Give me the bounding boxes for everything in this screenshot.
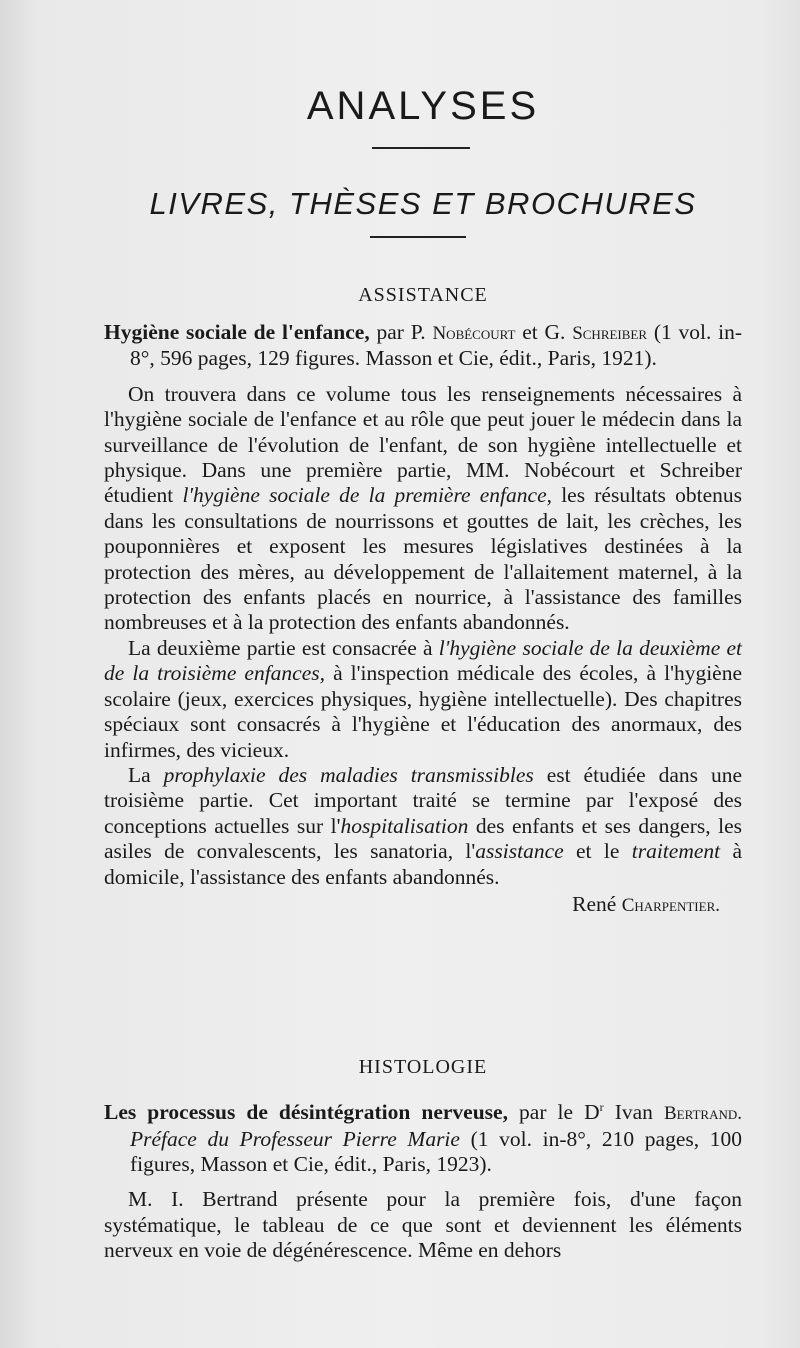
- author-first-name: Ivan: [603, 1100, 664, 1125]
- title-rule: [372, 147, 470, 149]
- signature-last-name: Charpentier.: [621, 894, 720, 916]
- italic-run: traitement: [631, 839, 721, 864]
- text-run: à l'inspection médicale des écoles, à l'hygiène scolaire (jeux, exercices physiques, hygiène intellectuelle). Des chapitres spéciaux sont consacrés à l'hygiène et l'éducation des anormaux, des infirmes, des vicieux.: [104, 661, 742, 762]
- italic-run: prophylaxie des maladies transmissibles: [163, 762, 534, 787]
- text-run: des enfants et ses dangers, les asiles de convalescents, les sanatoria, l': [104, 813, 742, 864]
- section-assistance-body: [104, 320, 742, 918]
- italic-run: assistance: [475, 839, 564, 864]
- section-heading-histologie: HISTOLOGIE: [358, 1056, 488, 1078]
- author-name: Nobécourt: [432, 323, 516, 344]
- book-details: (1 vol. in-8°, 210 pages, 100 figures, Masson et Cie, édit., Paris, 1923).: [130, 1126, 742, 1176]
- italic-run: l'hygiène sociale de la deuxième et de la troisième enfances,: [104, 635, 743, 686]
- text-run: On trouvera dans ce volume tous les renseignements nécessaires à l'hygiène sociale de l'enfance et au rôle que peut jouer le médecin dans la surveillance de l'évolution de l'enfant, de son hygiène intellectuelle et physique. Dans une première partie, MM. Nobécourt et Schreiber étudient: [104, 381, 742, 508]
- section-histologie-body: [104, 1095, 742, 1264]
- book-title: Hygiène sociale de l'enfance,: [104, 320, 370, 344]
- subtitle-rule: [370, 236, 466, 238]
- text-run: les résultats obtenus dans les consultations de nourrissons et gouttes de lait, les crèches, les pouponnières et exposent les mesures législatives destinées à la protection des mères, au développement de l'allaitement maternel, à la protection des enfants placés en nourrice, à l'assistance des familles nombreuses et à la protection des enfants abandonnés.: [104, 483, 742, 635]
- signature-first-name: René: [572, 891, 622, 916]
- text-run: La: [128, 762, 164, 787]
- author-name: Schreiber: [572, 323, 648, 344]
- italic-run: hospitalisation: [340, 813, 469, 838]
- text-run: à domicile, l'assistance des enfants abandonnés.: [104, 839, 742, 889]
- entry-and: et G.: [515, 320, 573, 344]
- paragraph: [104, 763, 742, 890]
- italic-run: l'hygiène sociale de la première enfance,: [182, 483, 552, 508]
- page-title: ANALYSES: [306, 84, 540, 128]
- entry-by: par le D: [507, 1100, 600, 1125]
- text-run: est étudiée dans une troisième partie. Cet important traité se termine par l'exposé des conceptions actuelles sur l': [104, 762, 742, 838]
- review-signature: [104, 892, 720, 918]
- book-title: Les processus de désintégration nerveuse,: [104, 1100, 508, 1125]
- page-subtitle: LIVRES, THÈSES ET BROCHURES: [149, 186, 697, 221]
- author-name: Bertrand.: [663, 1103, 743, 1125]
- preface-note: Préface du Professeur Pierre Marie: [130, 1126, 460, 1151]
- book-entry: [104, 1095, 742, 1177]
- dr-superscript: r: [599, 1100, 604, 1114]
- paragraph: [104, 636, 742, 763]
- paragraph: M. I. Bertrand présente pour la première fois, d'une façon systématique, le tableau de ce que sont et deviennent les éléments nerveux en voie de dégénérescence. Même en dehors: [104, 1187, 742, 1263]
- text-run: et le: [563, 839, 632, 864]
- paragraph: [104, 382, 742, 636]
- book-details: (1 vol. in-8°, 596 pages, 129 figures. Masson et Cie, édit., Paris, 1921).: [130, 320, 742, 371]
- book-entry: [104, 320, 742, 372]
- text-run: La deuxième partie est consacrée à: [128, 635, 439, 660]
- section-heading-assistance: ASSISTANCE: [358, 284, 488, 306]
- entry-by: par P.: [369, 320, 433, 344]
